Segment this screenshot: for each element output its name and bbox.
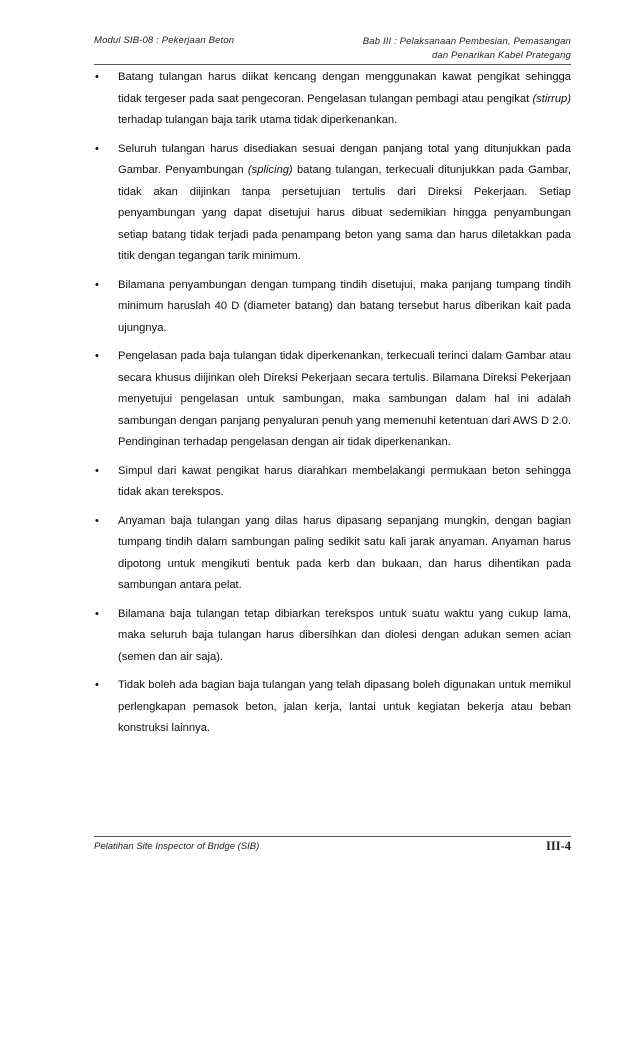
bullet-icon: • <box>95 350 99 362</box>
bullet-text: Anyaman baja tulangan yang dilas harus dipasang sepanjang mungkin, dengan bagian tumpang tindih dalam sambungan paling sedikit satu kali jarak anyaman. Anyaman harus dipotong untuk mengikuti bentuk pada kerb dan bukaan, dan harus dihentikan pada sambungan antara pelat. <box>118 514 571 591</box>
bullet-text: Batang tulangan harus diikat kencang dengan menggunakan kawat pengikat sehingga tidak tergeser pada saat pengecoran. Pengelasan tulangan pembagi atau pengikat (stirrup) terhadap tulangan baja tarik utama tidak diperkenankan. <box>118 71 571 126</box>
course-title: Pelatihan Site Inspector of Bridge (SIB) <box>94 841 260 852</box>
bullet-item <box>94 346 571 454</box>
bullet-item <box>94 67 571 132</box>
bullet-list <box>94 67 571 740</box>
chapter-title-line-1: Bab III : Pelaksanaan Pembesian, Pemasangan <box>362 36 571 47</box>
bullet-item <box>94 675 571 740</box>
bullet-item <box>94 139 571 268</box>
bullet-text: Seluruh tulangan harus disediakan sesuai dengan panjang total yang ditunjukkan pada Gambar. Penyambungan (splicing) batang tulangan, terkecuali ditunjukkan pada Gambar, tidak akan diijinkan tanpa persetujuan tertulis dari Direksi Pekerjaan. Setiap penyambungan yang dapat disetujui harus dibuat sedemikian hingga penyambungan setiap batang tidak terjadi pada penampang beton yang sama dan harus diletakkan pada titik dengan tegangan tarik minimum. <box>118 142 571 262</box>
bullet-icon: • <box>95 464 99 477</box>
page-header <box>94 34 571 65</box>
bullet-icon: • <box>95 278 99 291</box>
bullet-icon: • <box>95 607 99 620</box>
bullet-item <box>94 604 571 669</box>
bullet-item <box>94 275 571 340</box>
bullet-text: Pengelasan pada baja tulangan tidak diperkenankan, terkecuali terinci dalam Gambar atau secara khusus diijinkan oleh Direksi Pekerjaan secara tertulis. Bilamana Direksi Pekerjaan menyetujui pengelasan untuk sambungan, maka sambungan dalam hal ini adalah sambungan dengan panjang penyaluran penuh yang memenuhi ketentuan dari AWS D 2.0. Pendinginan terhadap pengelasan dengan air tidak diperkenankan. <box>118 350 571 448</box>
bullet-text: Bilamana penyambungan dengan tumpang tindih disetujui, maka panjang tumpang tindih minimum haruslah 40 D (diameter batang) dan batang tersebut harus diberikan kait pada ujungnya. <box>118 278 571 334</box>
bullet-icon: • <box>95 679 99 691</box>
italic-term: (splicing) <box>247 164 293 176</box>
italic-term: (stirrup) <box>532 92 571 105</box>
bullet-text: Tidak boleh ada bagian baja tulangan yang telah dipasang boleh digunakan untuk memikul perlengkapan pemasok beton, jalan kerja, lantai untuk kegiatan bekerja atau beban konstruksi lainnya. <box>118 679 571 734</box>
bullet-icon: • <box>95 514 99 527</box>
bullet-text: Bilamana baja tulangan tetap dibiarkan terekspos untuk suatu waktu yang cukup lama, maka seluruh baja tulangan harus dibersihkan dan diolesi dengan adukan semen acian (semen dan air saja). <box>118 607 571 663</box>
page-number: III-4 <box>545 839 571 853</box>
module-title: Modul SIB-08 : Pekerjaan Beton <box>94 35 235 46</box>
bullet-icon: • <box>95 71 99 83</box>
page-footer <box>94 836 571 857</box>
chapter-title-line-2: dan Penarikan Kabel Prategang <box>431 50 571 61</box>
chapter-title <box>363 35 571 63</box>
document-body <box>94 67 571 747</box>
bullet-text: Simpul dari kawat pengikat harus diarahkan membelakangi permukaan beton sehingga tidak akan terekspos. <box>118 464 571 498</box>
bullet-item <box>94 461 571 504</box>
bullet-item <box>94 511 571 597</box>
bullet-icon: • <box>95 142 99 155</box>
